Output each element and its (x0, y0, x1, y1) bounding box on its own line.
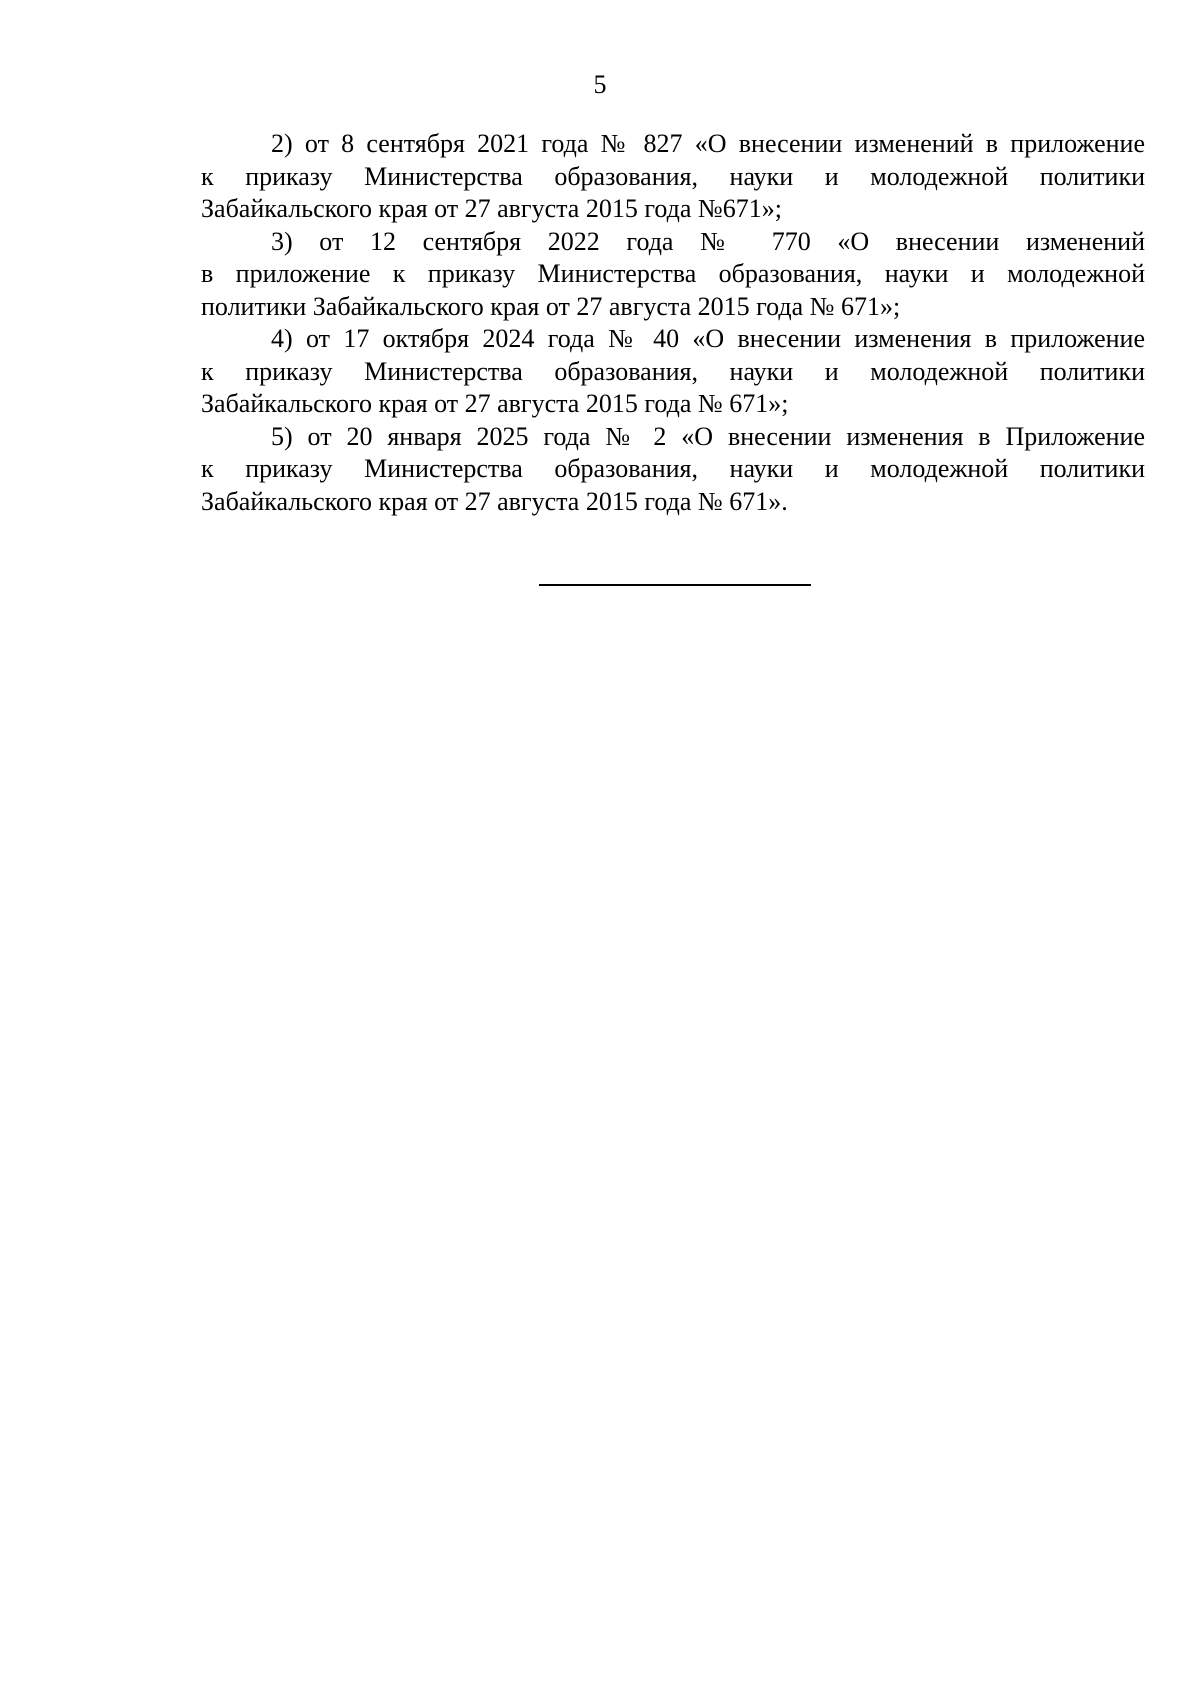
text-line: к приказу Министерства образования, науки и молодежной политики (201, 356, 1145, 386)
list-item-2 (201, 128, 1145, 226)
list-item-3 (201, 226, 1145, 324)
text-line: в приложение к приказу Министерства образования, науки и молодежной (201, 259, 1145, 288)
text-line: Забайкальского края от 27 августа 2015 года № 671». (201, 486, 788, 516)
document-body (201, 128, 1145, 518)
page-number: 5 (593, 70, 607, 99)
list-item-4 (201, 323, 1145, 421)
text-line: 2) от 8 сентября 2021 года № 827 «О внесении изменений в приложение (271, 129, 1145, 158)
end-of-document-rule (539, 584, 811, 586)
text-line: 3) от 12 сентября 2022 года № 770 «О внесении изменений (271, 226, 1145, 256)
text-line: 4) от 17 октября 2024 года № 40 «О внесении изменения в приложение (271, 324, 1145, 353)
text-line: Забайкальского края от 27 августа 2015 года № 671»; (201, 389, 789, 418)
text-line: Забайкальского края от 27 августа 2015 года №671»; (201, 194, 782, 223)
text-line: политики Забайкальского края от 27 августа 2015 года № 671»; (201, 291, 901, 321)
text-line: 5) от 20 января 2025 года № 2 «О внесении изменения в Приложение (271, 421, 1145, 451)
text-line: к приказу Министерства образования, науки и молодежной политики (201, 161, 1145, 191)
text-line: к приказу Министерства образования, науки и молодежной политики (201, 454, 1145, 483)
list-item-5 (201, 421, 1145, 519)
